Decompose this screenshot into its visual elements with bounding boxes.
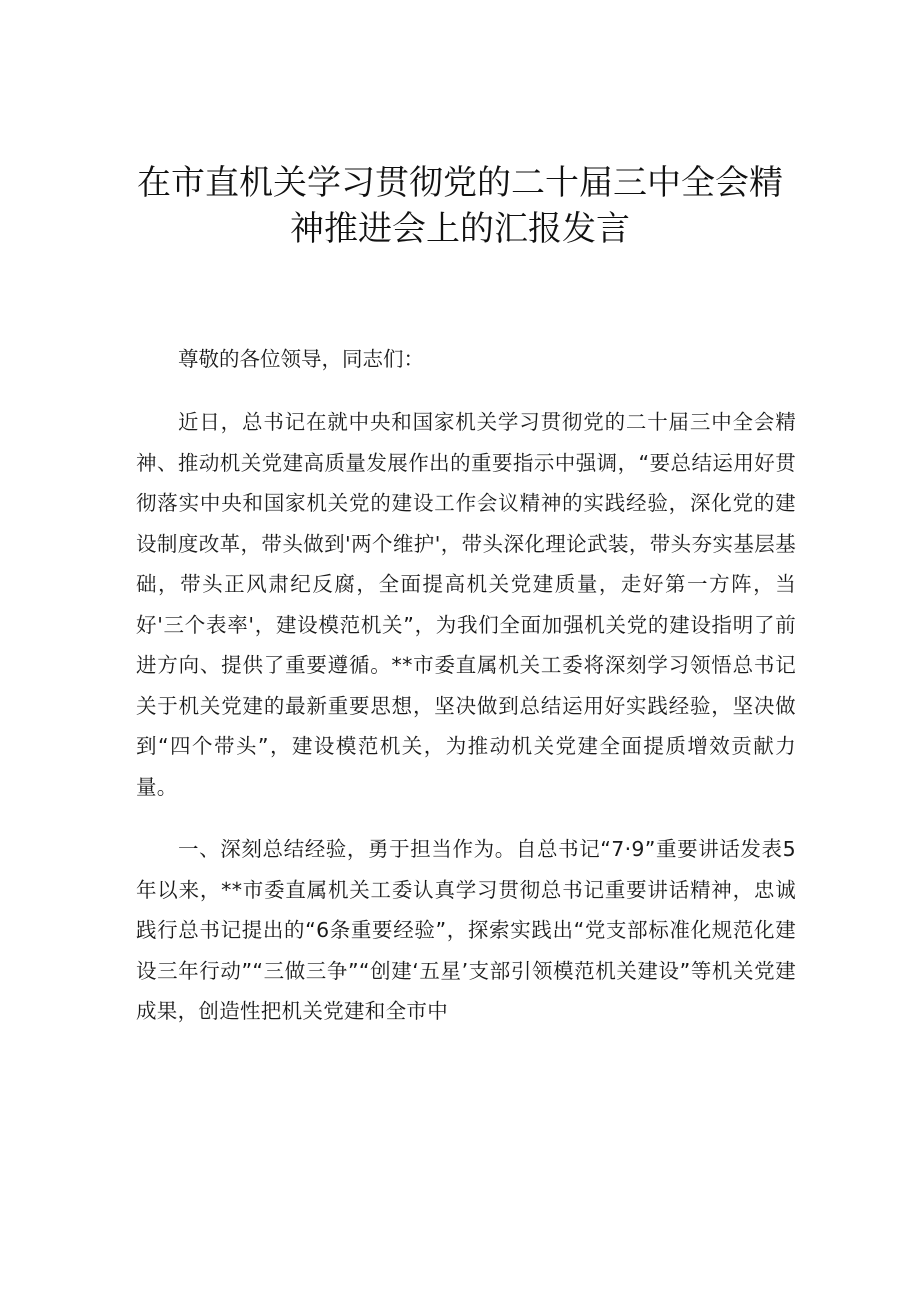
document-body xyxy=(136,340,796,1032)
paragraph-intro: 近日，总书记在就中央和国家机关学习贯彻党的二十届三中全会精神、推动机关党建高质量发展作出的重要指示中强调，“要总结运用好贯彻落实中央和国家机关党的建设工作会议精神的实践经验，深化党的建设制度改革，带头做到'两个维护'，带头深化理论武装，带头夯实基层基础，带头正风肃纪反腐，全面提高机关党建质量，走好第一方阵，当好'三个表率'，建设模范机关”，为我们全面加强机关党的建设指明了前进方向、提供了重要遵循。**市委直属机关工委将深刻学习领悟总书记关于机关党建的最新重要思想，坚决做到总结运用好实践经验，坚决做到“四个带头”，建设模范机关，为推动机关党建全面提质增效贡献力量。 xyxy=(136,410,796,799)
salutation: 尊敬的各位领导，同志们： xyxy=(178,347,424,371)
document-title xyxy=(120,160,800,252)
title-line-2: 神推进会上的汇报发言 xyxy=(290,209,630,249)
paragraph-section-one: 一、深刻总结经验，勇于担当作为。自总书记“7·9”重要讲话发表5年以来，**市委直属机关工委认真学习贯彻总书记重要讲话精神，忠诚践行总书记提出的“6条重要经验”，探索实践出“党支部标准化规范化建设三年行动”“三做三争”“创建‘五星’支部引领模范机关建设”等机关党建成果，创造性把机关党建和全市中 xyxy=(136,837,796,1023)
title-line-1: 在市直机关学习贯彻党的二十届三中全会精 xyxy=(137,163,783,203)
